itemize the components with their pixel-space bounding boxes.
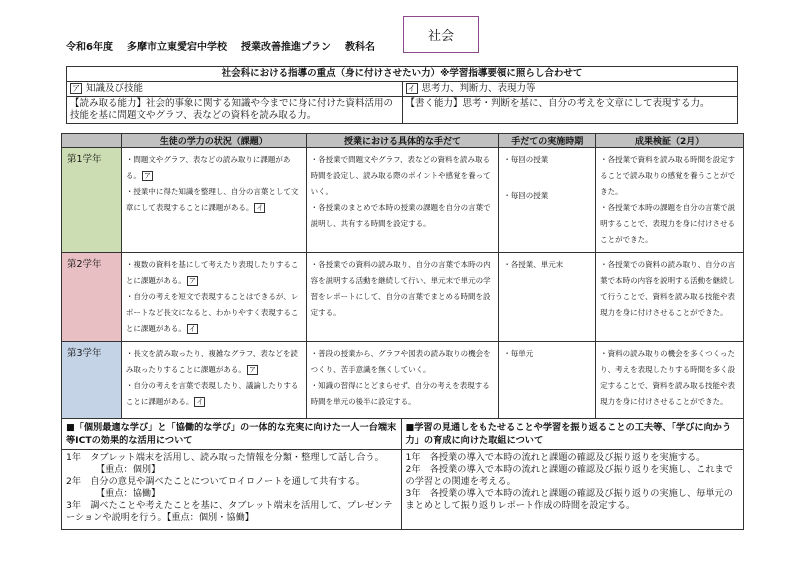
ict-heading: ■「個別最適な学び」と「協働的な学び」の一体的な充実に向けた一人一台端末等ICTの効果的な活用について xyxy=(62,419,402,450)
focus-col2-body: 【書く能力】思考・判断を基に、自分の考えを文章にして表現する力。 xyxy=(402,97,738,124)
focus-col1-head xyxy=(67,82,403,97)
measure-item: ・知識の習得にとどまらせず、自分の考えを表現する時間を単元の後半に設定する。 xyxy=(310,381,490,406)
reflection-line: 2年 各授業の導入で本時の流れと課題の確認及び振り返りを実施し、これまでの学習との関連を考える。 xyxy=(405,464,733,487)
status-cell xyxy=(121,148,306,253)
grade2-row xyxy=(62,253,744,342)
status-item xyxy=(126,257,302,289)
status-item xyxy=(126,346,302,378)
timing-item: ・毎回の授業 xyxy=(503,191,549,200)
ict-line: 1年 タブレット端末を活用し、読み取った情報を分類・整理して話し合う。 xyxy=(66,452,384,463)
focus-col2-head xyxy=(402,82,738,97)
measures-cell xyxy=(306,253,499,342)
measure-item: ・普段の授業から、グラフや図表の読み取りの機会をつくり、苦手意識を無くしていく。 xyxy=(310,349,491,374)
measure-item: ・各授業での資料の読み取り、自分の言葉で本時の内容を説明する活動を継続して行い、単元末で単元の学習をレポートにして、自分の言葉でまとめる時間を設定する。 xyxy=(310,260,491,317)
reflection-line: 1年 各授業の導入で本時の流れと課題の確認及び振り返りを実施する。 xyxy=(405,452,706,463)
timing-item: ・毎回の授業 xyxy=(503,155,549,164)
plan-name: 授業改善推進プラン xyxy=(240,42,331,53)
focus-title: 社会科における指導の重点（身に付けさせたい力）※学習指導要領に照らし合わせて xyxy=(67,67,738,82)
timing-item: ・各授業、単元末 xyxy=(503,260,564,269)
header-status: 生徒の学力の状況（課題） xyxy=(121,134,306,148)
mark-i: イ xyxy=(256,204,264,212)
result-item: ・各授業で本時の課題を自分の言葉で説明することで、表現力を身に付けさせることができた。 xyxy=(600,203,736,244)
header-grade xyxy=(62,134,122,148)
grade-label: 第3学年 xyxy=(62,342,122,420)
results-cell xyxy=(596,342,744,420)
status-cell xyxy=(121,342,306,420)
status-item xyxy=(126,184,302,216)
status-item xyxy=(126,152,302,184)
measures-cell xyxy=(306,342,499,420)
grade3-row xyxy=(62,342,744,420)
reflection-heading: ■学習の見通しをもたせることや学習を振り返ることの工夫等、「学びに向かう力」の育成に向けた取組について xyxy=(401,419,743,450)
focus-col1-body: 【読み取る能力】社会的事象に関する知識や今までに身に付けた資料活用の技能を基に問題文やグラフ、表などの資料を読み取る力。 xyxy=(67,97,403,124)
status-cell xyxy=(121,253,306,342)
mark-a: ア xyxy=(72,84,80,93)
status-text: ・問題文やグラフ、表などの読み取りに課題がある。 xyxy=(125,155,291,180)
status-text: ・自分の考えを言葉で表現したり、議論したりすることに課題がある。 xyxy=(125,381,299,406)
main-table xyxy=(61,133,744,420)
ict-line: 2年 自分の意見や調べたことについてロイロノートを通して共有する。 xyxy=(66,476,366,487)
status-item xyxy=(126,378,302,410)
timing-cell xyxy=(499,253,596,342)
subject-name: 社会 xyxy=(427,29,454,44)
results-cell xyxy=(596,253,744,342)
timing-item: ・毎単元 xyxy=(503,349,534,358)
header-timing: 手だての実施時期 xyxy=(499,134,596,148)
header-measures: 授業における具体的な手だて xyxy=(306,134,499,148)
bottom-table xyxy=(61,418,744,530)
status-text: ・授業中に得た知識を整理し、自分の言葉として文章にして表現することに課題がある。 xyxy=(125,187,299,212)
mark-i: イ xyxy=(407,84,416,93)
grade1-row xyxy=(62,148,744,253)
status-text: ・長文を読み取ったり、複雑なグラフ、表などを読み取ったりすることに課題がある。 xyxy=(125,349,298,374)
page-header xyxy=(66,38,389,53)
measure-item: ・各授業で問題文やグラフ、表などの資料を読み取る時間を設定し、読み取る際のポイントや感覚を養っていく。 xyxy=(310,155,491,196)
ict-body xyxy=(62,450,402,530)
mark-a: ア xyxy=(248,366,256,374)
subject-label: 教科名 xyxy=(344,42,375,53)
focus-col2-head-text: 思考力、判断力、表現力等 xyxy=(421,83,536,94)
timing-cell xyxy=(499,148,596,253)
status-text: ・複数の資料を基にして考えたり表現したりすることに課題がある。 xyxy=(125,260,299,285)
header-results: 成果検証（2月） xyxy=(596,134,744,148)
measure-item: ・各授業のまとめで本時の授業の課題を自分の言葉で説明し、共有する時間を設定する。 xyxy=(310,203,491,228)
grade-label: 第1学年 xyxy=(62,148,122,253)
focus-table xyxy=(66,66,738,124)
timing-cell xyxy=(499,342,596,420)
fiscal-year: 令和6年度 xyxy=(66,42,113,53)
focus-col1-head-text: 知識及び技能 xyxy=(86,83,144,94)
measures-cell xyxy=(306,148,499,253)
result-item: ・各授業で資料を読み取る時間を設定することで読み取りの感覚を養うことができた。 xyxy=(600,155,736,196)
reflection-line: 3年 各授業の導入で本時の流れと課題の確認及び振り返りの実施し、毎単元のまとめとして振り返りレポート作成の時間を設定する。 xyxy=(405,488,733,511)
grade-label: 第2学年 xyxy=(62,253,122,342)
status-text: ・自分の考えを短文で表現することはできるが、レポートなど長文になると、わかりやすく表現することに課題がある。 xyxy=(125,292,299,333)
mark-i: イ xyxy=(188,325,196,333)
status-item xyxy=(126,289,302,337)
mark-a: ア xyxy=(143,172,151,180)
results-cell xyxy=(596,148,744,253)
ict-line: 3年 調べたことや考えたことを基に、タブレット端末を活用して、プレゼンテーションや説明を行う。【重点：個別・協働】 xyxy=(66,500,393,523)
ict-focus: 【重点：協働】 xyxy=(96,488,161,499)
result-item: ・資料の読み取りの機会を多くつくったり、考えを表現したりする時間を多く設定することで、資料を読み取る技能や表現力を身に付けさせることができた。 xyxy=(600,349,736,406)
mark-i: イ xyxy=(196,398,204,406)
mark-a: ア xyxy=(188,277,196,285)
school-name: 多摩市立東愛宕中学校 xyxy=(126,42,227,53)
ict-focus: 【重点：個別】 xyxy=(96,464,161,475)
main-table-header xyxy=(62,134,744,148)
subject-box xyxy=(403,16,479,53)
reflection-body xyxy=(401,450,743,530)
result-item: ・各授業での資料の読み取り、自分の言葉で本時の内容を説明する活動を継続して行うことで、資料を読み取る技能や表現力を身に付けさせることができた。 xyxy=(600,260,736,317)
